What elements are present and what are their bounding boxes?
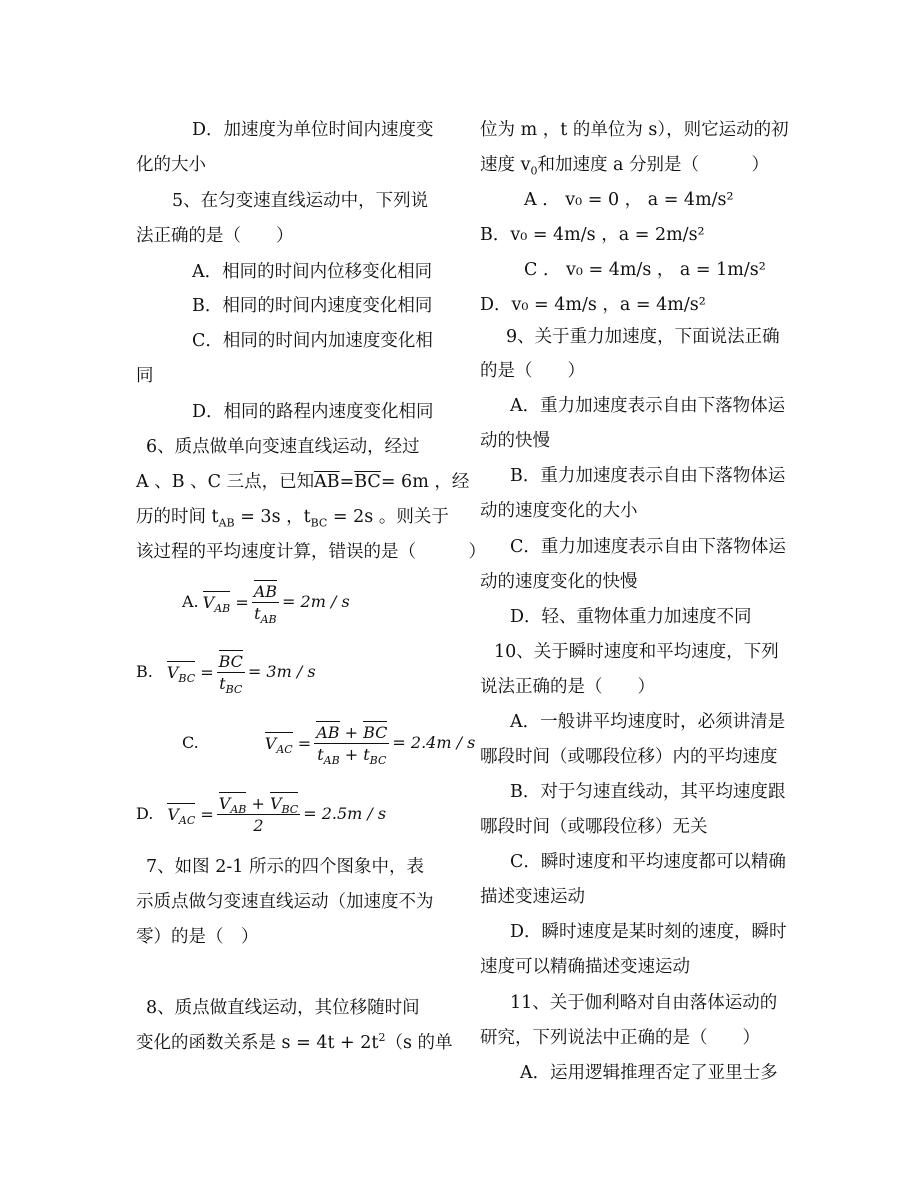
q6-line2-text: A 、B 、C 三点，已知 (136, 472, 315, 492)
q6-option-c-lhs: $V_{AC}$ = (264, 734, 312, 757)
q6-option-d-label: D. (136, 804, 154, 823)
q10-option-c-line1: C．瞬时速度和平均速度都可以精确 (510, 852, 786, 872)
q6-option-c-fraction: $\frac{AB + BC}{t_{AB} + t_{BC}}$ (316, 723, 388, 768)
q7-stem-line1: 7、如图 2-1 所示的四个图象中，表 (146, 857, 424, 877)
q6-option-a-fraction: $\frac{AB}{t_{AB}}$ (253, 582, 278, 627)
q6-time-label: 历的时间 t (136, 507, 219, 527)
q6-stem-line4: 该过程的平均速度计算，错误的是（ ） (136, 542, 486, 562)
q6-segment-bc: $\overline{BC}$ (354, 472, 381, 492)
q10-option-b-line2: 哪段时间（或哪段位移）无关 (480, 817, 708, 837)
q9-option-a-line1: A．重力加速度表示自由下落物体运 (510, 396, 786, 416)
q6-distance: = 6m ，经 (380, 472, 470, 492)
q9-option-c-line1: C．重力加速度表示自由下落物体运 (510, 537, 786, 557)
q8-option-c: C ． v₀ = 4m/s ， a = 1m/s² (524, 260, 766, 280)
q6-stem-line1: 6、质点做单向变速直线运动，经过 (146, 437, 420, 457)
q5-option-d: D．相同的路程内速度变化相同 (192, 402, 434, 422)
q8-stem-line3: 位为 m ，t 的单位为 s），则它运动的初 (480, 120, 789, 140)
q10-option-a-line2: 哪段时间（或哪段位移）内的平均速度 (480, 747, 778, 767)
q6-sub-ab: AB (218, 516, 235, 530)
q5-stem-line2: 法正确的是（ ） (136, 226, 294, 246)
q6-segment-ab: $\overline{AB}$ (314, 472, 340, 492)
q10-option-d-line1: D．瞬时速度是某时刻的速度，瞬时 (510, 922, 787, 942)
q8-stem-line2 (136, 1033, 453, 1053)
q5-stem-line1: 5、在匀变速直线运动中，下列说 (172, 191, 429, 211)
q8-stem-end: 和加速度 a 分别是（ ） (537, 155, 770, 175)
q8-exponent: 2 (378, 1031, 386, 1045)
q6-option-d-result: = 2.5m / s (303, 804, 387, 823)
q9-option-c-line2: 动的速度变化的快慢 (480, 572, 638, 592)
q9-option-d: D．轻、重物体重力加速度不同 (510, 607, 752, 627)
q9-stem-line1: 9、关于重力加速度，下面说法正确 (506, 327, 780, 347)
q10-stem-line1: 10、关于瞬时速度和平均速度，下列 (494, 642, 779, 662)
q6-stem-line2 (136, 472, 469, 492)
q6-option-b-label: B. (136, 662, 153, 681)
q10-stem-line2: 说法正确的是（ ） (480, 677, 655, 697)
q6-option-d-fraction: $\frac{V_{AB} + V_{BC}}{2}$ (218, 794, 299, 835)
q7-stem-line3: 零）的是（ ） (136, 927, 259, 947)
q6-option-b-fraction: $\frac{BC}{t_{BC}}$ (218, 652, 243, 697)
q8-option-b: B．v₀ = 4m/s ，a = 2m/s² (480, 225, 705, 245)
q10-option-d-line2: 速度可以精确描述变速运动 (480, 957, 690, 977)
q6-time-bc: = 2s 。则关于 (327, 507, 449, 527)
q4-option-d-line1: D．加速度为单位时间内速度变 (192, 120, 434, 140)
q11-stem-line2: 研究，下列说法中正确的是（ ） (480, 1028, 760, 1048)
q8-unit-text: （s 的单 (385, 1033, 453, 1053)
q9-option-b-line1: B．重力加速度表示自由下落物体运 (510, 466, 786, 486)
q10-option-a-line1: A．一般讲平均速度时，必须讲清是 (510, 712, 786, 732)
q9-option-b-line2: 动的速度变化的大小 (480, 501, 638, 521)
q6-option-d-lhs: $V_{AC}$ = (167, 805, 214, 828)
q4-option-d-line2: 化的大小 (136, 155, 206, 175)
q6-equals: = (339, 472, 355, 492)
q5-option-a: A．相同的时间内位移变化相同 (192, 262, 433, 282)
q11-stem-line1: 11、关于伽利略对自由落体运动的 (510, 993, 778, 1013)
q8-v0-sub: 0 (530, 164, 538, 178)
q6-option-a-label: A. (182, 592, 199, 611)
q6-stem-line3 (136, 507, 449, 530)
q6-option-d (136, 792, 386, 835)
q10-option-b-line1: B．对于匀速直线动，其平均速度跟 (510, 782, 786, 802)
q7-stem-line2: 示质点做匀变速直线运动（加速度不为 (136, 892, 434, 912)
q9-stem-line2: 的是（ ） (480, 361, 585, 381)
q5-option-c-line1: C．相同的时间内加速度变化相 (192, 331, 433, 351)
q5-option-c-line2: 同 (136, 366, 154, 386)
q11-option-a: A．运用逻辑推理否定了亚里士多 (520, 1063, 778, 1083)
q6-option-a-lhs: $V_{AB}$ = (202, 593, 249, 616)
q5-option-b: B．相同的时间内速度变化相同 (192, 296, 433, 316)
q6-time-ab: = 3s ，t (234, 507, 311, 527)
q6-option-b-result: = 3m / s (247, 662, 316, 681)
q8-option-a: A ． v₀ = 0 ， a = 4m/s² (524, 190, 734, 210)
q6-sub-bc: BC (310, 516, 328, 530)
q9-option-a-line2: 动的快慢 (480, 431, 550, 451)
q8-v0-label: 速度 v (480, 155, 531, 175)
q6-option-b-lhs: $V_{BC}$ = (166, 663, 214, 686)
q8-option-d: D．v₀ = 4m/s ，a = 4m/s² (480, 295, 706, 315)
q6-option-a (182, 580, 350, 627)
q8-stem-line1: 8、质点做直线运动，其位移随时间 (146, 998, 420, 1018)
q6-option-c (182, 721, 476, 768)
q6-option-b (136, 650, 316, 697)
q10-option-c-line2: 描述变速运动 (480, 887, 585, 907)
q6-option-a-result: = 2m / s (282, 592, 350, 611)
q8-stem-line4 (480, 155, 770, 178)
q6-option-c-result: = 2.4m / s (392, 733, 476, 752)
q8-function-text: 变化的函数关系是 s = 4t + 2t (136, 1033, 379, 1053)
q6-option-c-label: C. (182, 733, 199, 752)
